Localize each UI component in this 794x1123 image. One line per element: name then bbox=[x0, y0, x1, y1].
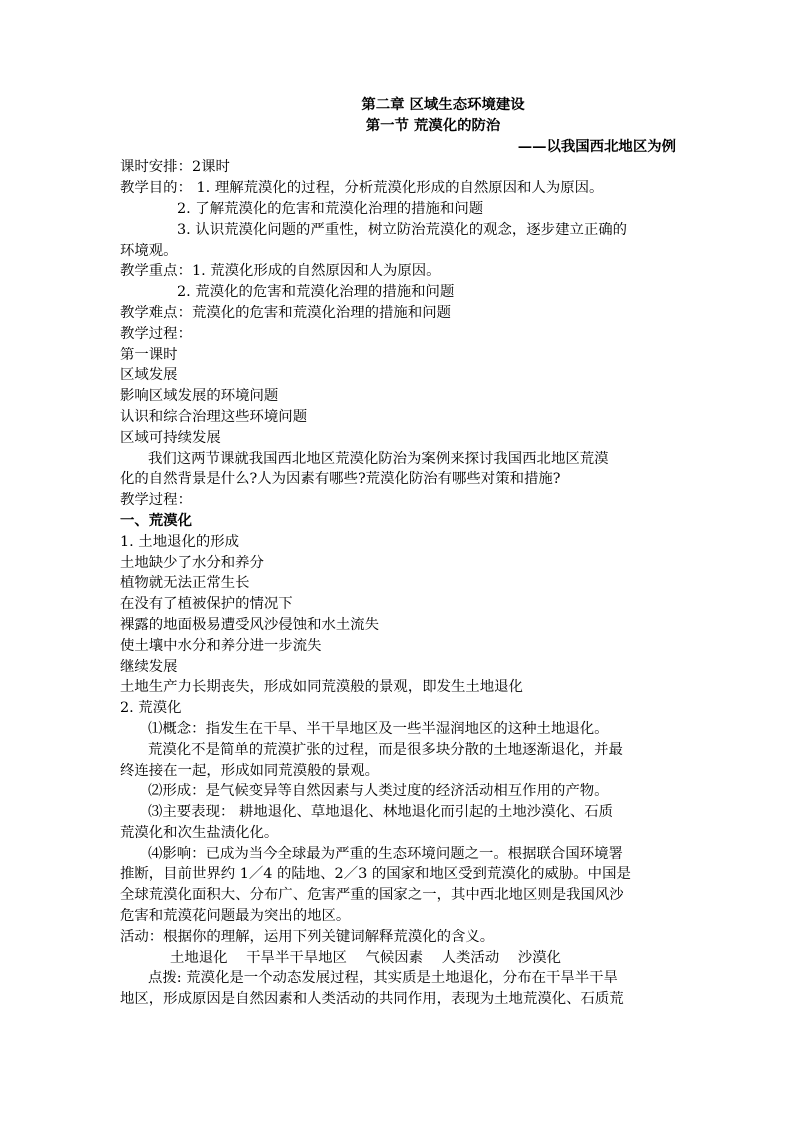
first-lesson-label: 第一课时 bbox=[120, 346, 178, 363]
chain-item: 继续发展 bbox=[120, 658, 178, 675]
process-label-2: 教学过程： bbox=[120, 492, 192, 509]
chain-item: 裸露的地面极易遭受风沙侵蚀和水土流失 bbox=[120, 616, 380, 633]
outline-item: 认识和综合治理这些环境问题 bbox=[120, 408, 308, 425]
chain-item: 植物就无法正常生长 bbox=[120, 575, 250, 592]
concept-expl-line-1: 荒漠化不是简单的荒漠扩张的过程，而是很多块分散的土地逐渐退化，并最 bbox=[148, 741, 623, 758]
chain-item: 土地缺少了水分和养分 bbox=[120, 554, 264, 571]
sub1-heading: 1. 土地退化的形成 bbox=[120, 533, 240, 550]
keyword: 干旱半干旱地区 bbox=[246, 949, 347, 966]
chain-item: 在没有了植被保护的情况下 bbox=[120, 596, 293, 613]
section-subtitle: ——以我国西北地区为例 bbox=[517, 137, 676, 155]
keyword: 气候因素 bbox=[365, 949, 424, 966]
chain-item: 使土壤中水分和养分进一步流失 bbox=[120, 637, 322, 654]
keyword: 人类活动 bbox=[441, 949, 500, 966]
tip-line-1: 点拨: 荒漠化是一个动态发展过程，其实质是土地退化，分布在干旱半干旱 bbox=[148, 970, 618, 987]
outline-item: 区域可持续发展 bbox=[120, 429, 221, 446]
schedule-line: 课时安排：2课时 bbox=[120, 159, 230, 176]
keyword-list bbox=[120, 948, 676, 969]
outline-item: 影响区域发展的环境问题 bbox=[120, 388, 279, 405]
chapter-title: 第二章 区域生态环境建设 bbox=[361, 96, 525, 113]
intro-line-1: 我们这两节课就我国西北地区荒漠化防治为案例来探讨我国西北地区荒漠 bbox=[148, 450, 609, 467]
section-title: 第一节 荒漠化的防治 bbox=[365, 116, 501, 134]
difficulty-line: 教学难点：荒漠化的危害和荒漠化治理的措施和问题 bbox=[120, 304, 451, 321]
sub2-heading: 2. 荒漠化 bbox=[120, 700, 182, 717]
goal-line-3: 3. 认识荒漠化问题的严重性，树立防治荒漠化的观念，逐步建立正确的 bbox=[177, 221, 628, 238]
document-body bbox=[120, 95, 676, 1010]
activity-line: 活动：根据你的理解，运用下列关键词解释荒漠化的含义。 bbox=[120, 928, 495, 945]
keyword: 土地退化 bbox=[170, 949, 228, 966]
chain-item: 土地生产力长期丧失，形成如同荒漠般的景观，即发生土地退化 bbox=[120, 679, 523, 696]
keyword: 沙漠化 bbox=[517, 949, 561, 966]
key-point-line-1: 教学重点：1. 荒漠化形成的自然原因和人为原因。 bbox=[120, 263, 441, 280]
process-label: 教学过程： bbox=[120, 325, 192, 342]
formation-line: ⑵形成：是气候变异等自然因素与人类过度的经济活动相互作用的产物。 bbox=[148, 783, 609, 800]
key-point-line-2: 2. 荒漠化的危害和荒漠化治理的措施和问题 bbox=[177, 284, 455, 301]
outline-item: 区域发展 bbox=[120, 367, 178, 384]
section1-heading: 一、荒漠化 bbox=[120, 511, 192, 529]
concept-expl-line-2: 终连接在一起，形成如同荒漠般的景观。 bbox=[120, 762, 380, 779]
impact-line-3: 全球荒漠化面积大、分布广、危害严重的国家之一，其中西北地区则是我国风沙 bbox=[120, 887, 624, 904]
impact-line-2: 推断，目前世界约 1／4 的陆地、2／3 的国家和地区受到荒漠化的威胁。中国是 bbox=[120, 866, 631, 883]
goal-line-3-cont: 环境观。 bbox=[120, 242, 178, 259]
manifest-line-2: 荒漠化和次生盐渍化化。 bbox=[120, 824, 279, 841]
tip-line-2: 地区，形成原因是自然因素和人类活动的共同作用，表现为土地荒漠化、石质荒 bbox=[120, 991, 624, 1008]
impact-line-4: 危害和荒漠花问题最为突出的地区。 bbox=[120, 908, 351, 925]
concept-line: ⑴概念：指发生在干旱、半干旱地区及一些半湿润地区的这种土地退化。 bbox=[148, 720, 609, 737]
impact-line-1: ⑷影响：已成为当今全球最为严重的生态环境问题之一。根据联合国环境署 bbox=[148, 845, 623, 862]
manifest-line-1: ⑶主要表现： 耕地退化、草地退化、林地退化而引起的土地沙漠化、石质 bbox=[148, 804, 614, 821]
intro-line-2: 化的自然背景是什么?人为因素有哪些?荒漠化防治有哪些对策和措施? bbox=[120, 471, 561, 488]
goal-line-2: 2. 了解荒漠化的危害和荒漠化治理的措施和问题 bbox=[177, 200, 484, 217]
goal-line-1: 教学目的： 1. 理解荒漠化的过程，分析荒漠化形成的自然原因和人为原因。 bbox=[120, 180, 604, 197]
